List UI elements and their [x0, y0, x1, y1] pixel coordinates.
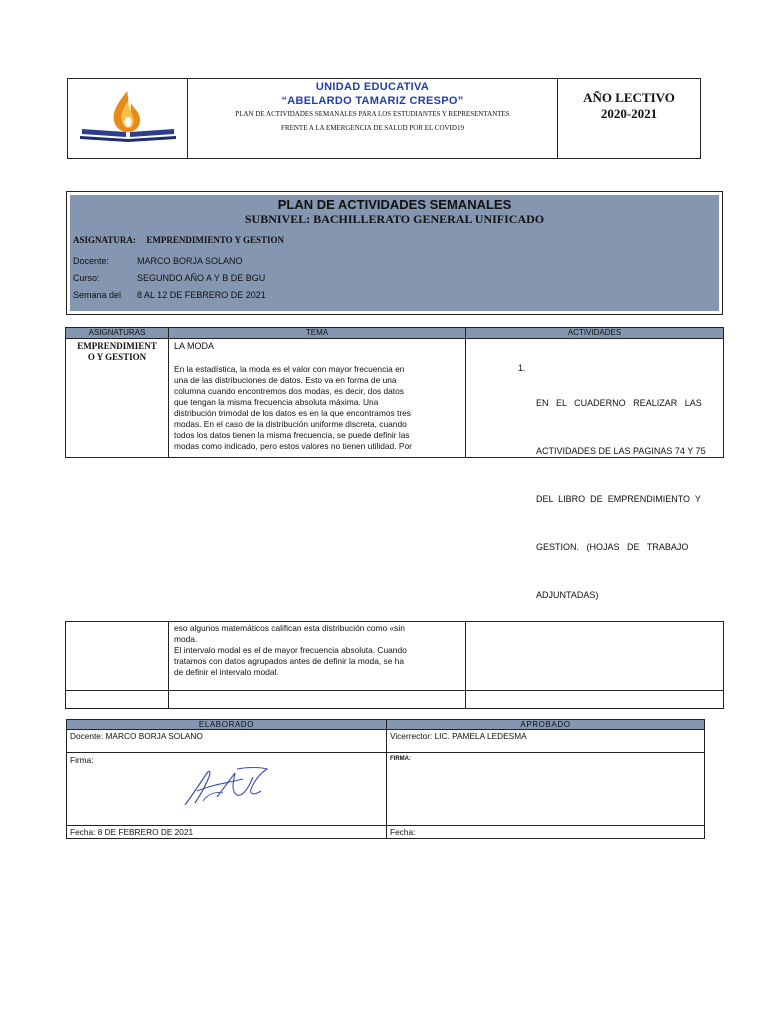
curso-value: SEGUNDO AÑO A Y B DE BGU: [137, 273, 266, 283]
tema-line: modas. En el caso de la distribución uniforme discreta, cuando: [174, 419, 407, 429]
firma-left-cell: [66, 752, 387, 826]
firma-left-label: Firma:: [70, 755, 94, 765]
subject-line2: O Y GESTION: [87, 352, 147, 362]
plan-description-line1: PLAN DE ACTIVIDADES SEMANALES PARA LOS ESTUDIANTES Y REPRESENTANTES: [235, 110, 510, 118]
aprobado-header: APROBADO: [386, 719, 705, 730]
empty-row-cell: [65, 690, 169, 709]
plan-title: PLAN DE ACTIVIDADES SEMANALES: [277, 197, 512, 212]
tema-body: [174, 364, 464, 452]
column-header-asignaturas: ASIGNATURAS: [65, 327, 169, 339]
fecha-left: Fecha: 8 DE FEBRERO DE 2021: [66, 825, 387, 839]
docente-signature-name: Docente: MARCO BORJA SOLANO: [66, 729, 387, 753]
tema-line: En la estadística, la moda es el valor con mayor frecuencia en: [174, 364, 405, 374]
empty-row-cell: [168, 690, 466, 709]
continuation-activities-cell: [465, 621, 724, 691]
signature-table: [66, 719, 705, 839]
firma-right-cell: [386, 752, 705, 826]
semana-value: 8 AL 12 DE FEBRERO DE 2021: [137, 290, 266, 300]
asignatura-value: EMPRENDIMIENTO Y GESTION: [146, 235, 285, 245]
continuation-line: de definir el intervalo modal.: [174, 667, 279, 677]
tema-cell: [168, 338, 466, 458]
subject-cell: [65, 338, 169, 458]
continuation-line: El intervalo modal es el de mayor frecuencia absoluta. Cuando: [174, 645, 407, 655]
continuation-line: eso algunos matemáticos califican esta distribución como «sin: [174, 623, 405, 633]
activity-number: 1.: [518, 363, 526, 373]
tema-line: una de las distribuciones de datos. Esto va en forma de una: [174, 375, 397, 385]
plan-info-band: [70, 195, 719, 311]
docente-label: Docente:: [73, 256, 110, 266]
school-logo-icon: [68, 79, 188, 158]
activity-line: ADJUNTADAS): [536, 590, 599, 600]
column-header-tema: TEMA: [168, 327, 466, 339]
column-header-actividades: ACTIVIDADES: [465, 327, 724, 339]
plan-description-line2: FRENTE A LA EMERGENCIA DE SALUD POR EL COVID19: [281, 124, 464, 132]
activity-text: [536, 363, 706, 635]
plan-subtitle: SUBNIVEL: BACHILLERATO GENERAL UNIFICADO: [244, 212, 545, 226]
activities-table: [65, 327, 724, 600]
school-title-cell: [188, 79, 558, 158]
tema-line: todos los datos tienen la misma frecuencia, se puede definir las: [174, 430, 410, 440]
activities-cell: [465, 338, 724, 600]
continuation-table: [65, 621, 724, 709]
school-year-label: AÑO LECTIVO: [583, 90, 675, 105]
empty-row-cell: [465, 690, 724, 709]
school-year-value: 2020-2021: [600, 106, 658, 121]
plan-info-box: [66, 191, 723, 315]
asignatura-row: [73, 235, 284, 245]
docente-value: MARCO BORJA SOLANO: [137, 256, 243, 266]
activity-line: GESTION. (HOJAS DE TRABAJO: [536, 542, 689, 552]
school-year-cell: [558, 79, 700, 158]
tema-line: modas como indicado, pero estos valores no tienen utilidad. Por: [174, 441, 412, 451]
tema-title: LA MODA: [174, 341, 215, 351]
asignatura-label: ASIGNATURA:: [73, 235, 136, 245]
activity-line: EN EL CUADERNO REALIZAR LAS: [536, 398, 702, 408]
continuation-subject-cell: [65, 621, 169, 691]
tema-line: distribución trimodal de los datos es en la que encontramos tres: [174, 408, 411, 418]
tema-line: que tengan la misma frecuencia absoluta máxima. Una: [174, 397, 379, 407]
school-name-line2: “ABELARDO TAMARIZ CRESPO”: [281, 95, 464, 107]
activity-line: DEL LIBRO DE EMPRENDIMIENTO Y: [536, 494, 701, 504]
logo-cell: [68, 79, 188, 158]
curso-label: Curso:: [73, 273, 100, 283]
continuation-line: tratamos con datos agrupados antes de definir la moda, se ha: [174, 656, 404, 666]
vicerrector-signature-name: Vicerrector: LIC. PAMELA LEDESMA: [386, 729, 705, 753]
tema-line: columna cuando encontremos dos modas, es decir, dos datos: [174, 386, 404, 396]
semana-label: Semana del: [73, 290, 122, 300]
continuation-body: [174, 623, 464, 678]
subject-line1: EMPRENDIMIENT: [77, 341, 157, 351]
handwritten-signature-icon: [177, 761, 277, 811]
continuation-line: moda.: [174, 634, 198, 644]
activity-line: ACTIVIDADES DE LAS PAGINAS 74 Y 75: [536, 446, 706, 456]
fecha-right: Fecha:: [386, 825, 705, 839]
firma-right-label: FIRMA:: [390, 756, 411, 762]
continuation-tema-cell: [168, 621, 466, 691]
document-header: [67, 78, 701, 159]
elaborado-header: ELABORADO: [66, 719, 387, 730]
school-name-line1: UNIDAD EDUCATIVA: [315, 81, 430, 93]
